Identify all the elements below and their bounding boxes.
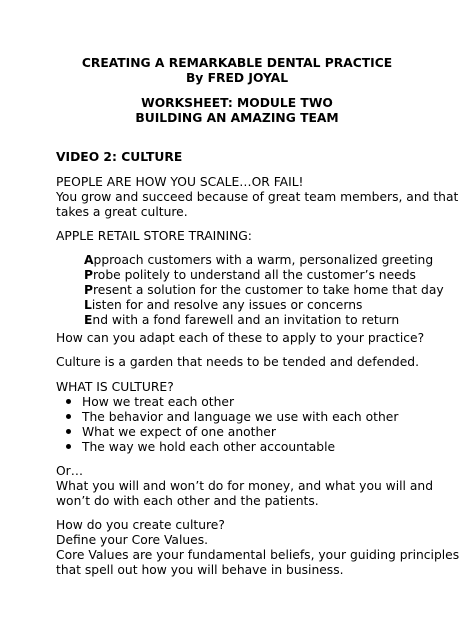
core-values-line-2: that spell out how you will behave in business. <box>56 563 344 577</box>
scale-body-line-1: You grow and succeed because of great team members, and that <box>56 190 459 204</box>
bullet-dot-icon <box>66 399 71 404</box>
apple-item-text: resent a solution for the customer to take home that day <box>93 283 444 297</box>
or-body-line-1: What you will and won’t do for money, and what you will and <box>56 479 434 493</box>
what-is-culture-heading: WHAT IS CULTURE? <box>56 380 174 394</box>
culture-bullet-text: The behavior and language we use with each other <box>82 410 399 424</box>
apple-item-letter: P <box>84 283 94 297</box>
apple-item-letter: L <box>84 298 92 312</box>
bullet-dot-icon <box>66 444 71 449</box>
adapt-question: How can you adapt each of these to apply to your practice? <box>56 331 425 345</box>
define-core-values: Define your Core Values. <box>56 533 209 547</box>
or-body-line-2: won’t do with each other and the patients. <box>56 494 319 508</box>
scale-heading: PEOPLE ARE HOW YOU SCALE…OR FAIL! <box>56 175 304 189</box>
video-heading: VIDEO 2: CULTURE <box>56 150 183 164</box>
apple-item <box>84 253 433 268</box>
core-values-line-1: Core Values are your fundamental beliefs, your guiding principles <box>56 548 460 562</box>
apple-heading: APPLE RETAIL STORE TRAINING: <box>56 229 252 243</box>
apple-item-text: pproach customers with a warm, personalized greeting <box>93 253 434 267</box>
apple-item-text: isten for and resolve any issues or concerns <box>91 298 363 312</box>
bullet-dot-icon <box>66 429 71 434</box>
worksheet-title: WORKSHEET: MODULE TWO <box>141 96 333 110</box>
document-title: CREATING A REMARKABLE DENTAL PRACTICE <box>81 56 393 70</box>
author-line: By FRED JOYAL <box>185 71 289 85</box>
worksheet-subtitle: BUILDING AN AMAZING TEAM <box>135 111 339 125</box>
culture-bullet <box>66 440 335 455</box>
culture-bullet <box>66 410 398 425</box>
apple-item <box>84 298 362 313</box>
apple-item <box>84 283 444 298</box>
culture-bullet-text: How we treat each other <box>82 395 235 409</box>
apple-item-letter: E <box>84 313 93 327</box>
apple-item-text: robe politely to understand all the customer’s needs <box>93 268 416 282</box>
culture-bullet-text: The way we hold each other accountable <box>82 440 336 454</box>
or-text: Or… <box>56 464 84 478</box>
scale-body-line-2: takes a great culture. <box>56 205 188 219</box>
create-culture-question: How do you create culture? <box>56 518 225 532</box>
apple-item <box>84 313 399 328</box>
culture-bullet <box>66 425 276 440</box>
culture-bullet-text: What we expect of one another <box>82 425 276 439</box>
garden-statement: Culture is a garden that needs to be tended and defended. <box>56 355 420 369</box>
bullet-dot-icon <box>66 414 71 419</box>
culture-bullet <box>66 395 234 410</box>
apple-item <box>84 268 416 283</box>
apple-item-letter: A <box>84 253 94 267</box>
apple-item-text: nd with a fond farewell and an invitation to return <box>92 313 400 327</box>
apple-item-letter: P <box>84 268 94 282</box>
